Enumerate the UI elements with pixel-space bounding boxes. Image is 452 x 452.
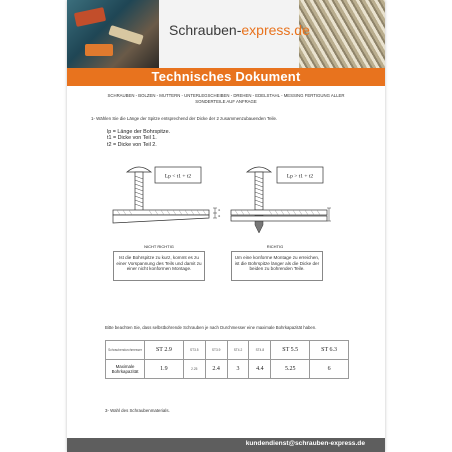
formula-left: Lp < t1 + t2 [164,173,192,180]
step-1-text: 1- Wählen Sie die Länge der Spitze entsprechend der Dicke der 2 zusammenzubauenden Teile. [91,116,278,121]
size-cell: ST 6.3 [310,341,349,360]
svg-text:t2: t2 [218,215,221,218]
screw-right-icon [247,167,271,233]
size-cell: ST3.9 [205,341,227,360]
plates-right [231,210,327,221]
screws-photo [299,0,385,68]
brand-logo[interactable] [169,22,310,38]
capacity-cell: 5.25 [271,360,310,379]
table-row-label: Maximale Bohrkapazität [106,360,145,379]
capacity-cell: 2.25 [183,360,205,379]
header-banner [67,0,385,68]
table-header-label: Schraubendurchmesser [106,341,145,360]
label-correct: RICHTIG [266,244,284,249]
document-page [67,0,385,452]
capacity-cell: 2.4 [205,360,227,379]
capacity-cell: 1.9 [145,360,184,379]
size-cell: ST3.5 [183,341,205,360]
logo-main-text: Schrauben- [169,22,242,38]
explanation-incorrect: Ist die Bohrspitze zu kurz, kommt es zu einer Vorspannung des Teils und damit zu einer nicht konformen Montage. [113,251,205,281]
plates-left [113,210,209,223]
product-categories: SCHRAUBEN - BOLZEN - MUTTERN - UNTERLEGSCHEIBEN - DREHEN - EDELSTAHL - MESSING FERTIGUNG ALLER SONDERTEILE AUF ANFRAGE [107,93,345,104]
svg-text:t1: t1 [218,209,221,212]
capacity-cell: 3 [227,360,249,379]
footer-email-link[interactable]: kundendienst@schrauben-express.de [245,440,365,447]
explanation-correct: Um eine konforme Montage zu erreichen, ist die Bohrspitze länger als die Dicke der beiden zu bohrenden Teile. [231,251,323,281]
footer-bar [67,438,385,452]
label-incorrect: NICHT RICHTIG [144,244,174,249]
logo-accent-text: express.de [241,22,310,38]
table-row [106,341,349,360]
formula-right: Lp > t1 + t2 [286,173,314,180]
capacity-cell: 6 [310,360,349,379]
document-title: Technisches Dokument [67,68,385,86]
size-cell: ST4.2 [227,341,249,360]
step-3-text: 3- Wahl des Schraubenmaterials. [105,408,170,413]
step-2-text: Bitte beachten Sie, dass selbstbohrende Schrauben je nach Durchmesser eine maximale Bohrkapazität haben. [105,325,317,330]
tools-photo [67,0,159,68]
definition-t1: t1 = Dicke von Teil 1. [107,135,157,142]
screw-diagram [103,163,353,241]
size-cell: ST 5.5 [271,341,310,360]
capacity-cell: 4.4 [249,360,271,379]
drilling-capacity-table [105,340,349,379]
definition-t2: t2 = Dicke von Teil 2. [107,141,157,148]
table-row [106,360,349,379]
definitions-list [107,129,170,148]
size-cell: ST4.8 [249,341,271,360]
size-cell: ST 2.9 [145,341,184,360]
definition-lp: lp = Länge der Bohrspitze. [107,129,171,135]
